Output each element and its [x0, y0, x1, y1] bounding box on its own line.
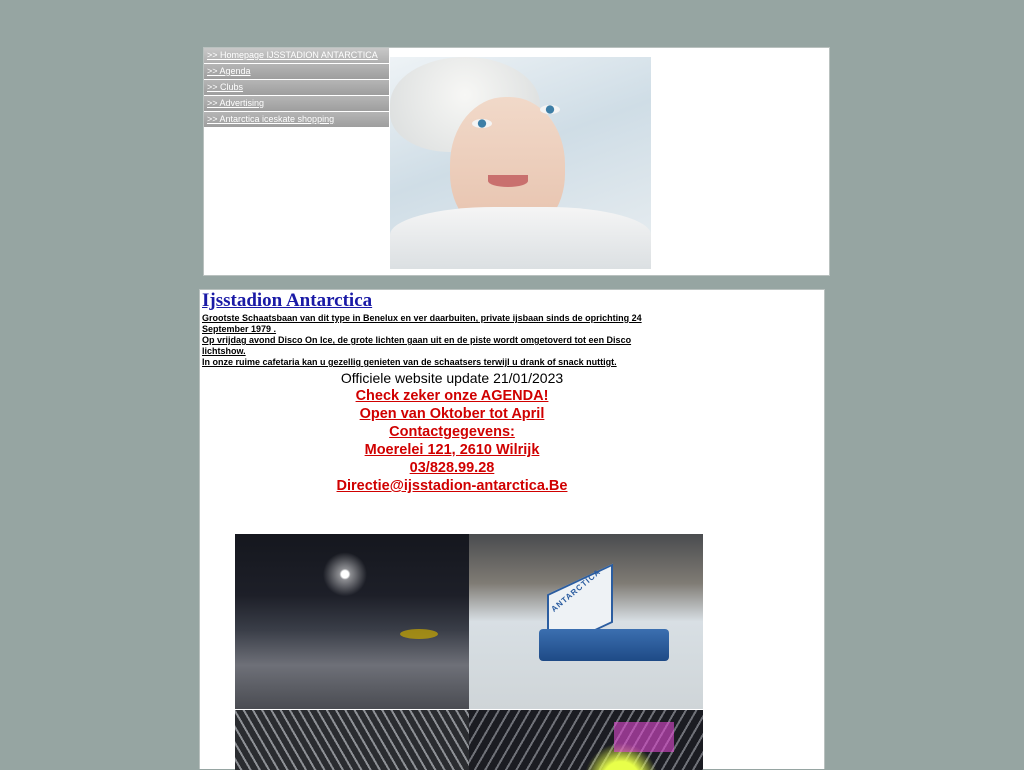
intro-line-disco: Op vrijdag avond Disco On Ice, de grote lichten gaan uit en de piste wordt omgetoverd tot een Disco lichtshow. — [202, 335, 632, 356]
disco-on-ice-photo — [235, 534, 469, 709]
main-content — [199, 289, 825, 769]
nav-item-advertising[interactable]: >> Advertising — [204, 96, 389, 111]
announcement-block — [200, 370, 704, 495]
arena-lights-photo — [469, 710, 703, 770]
contact-heading: Contactgegevens: — [389, 424, 515, 440]
zamboni-label: ANTARCTICA — [549, 567, 603, 614]
hero-photo — [390, 57, 651, 269]
lips-shape — [488, 175, 528, 187]
intro-line-cafetaria: In onze ruime cafetaria kan u gezellig genieten van de schaatsers terwijl u drank of snack nuttigt. — [202, 357, 617, 367]
nav-item-clubs[interactable]: >> Clubs — [204, 80, 389, 95]
zamboni-photo — [469, 534, 703, 709]
nav-item-agenda[interactable]: >> Agenda — [204, 64, 389, 79]
main-navigation — [204, 48, 389, 128]
zamboni-body-shape — [539, 629, 669, 661]
nav-item-iceskate-shopping[interactable]: >> Antarctica iceskate shopping — [204, 112, 389, 127]
photo-gallery — [235, 534, 703, 770]
email-link[interactable]: Directie@ijsstadion-antarctica.Be — [336, 478, 568, 494]
update-notice: Officiele website update 21/01/2023 — [340, 370, 564, 386]
arena-roof-photo — [235, 710, 469, 770]
right-eye-shape — [540, 105, 560, 114]
opening-period: Open van Oktober tot April — [359, 406, 545, 422]
scarf-shape — [390, 207, 651, 269]
address: Moerelei 121, 2610 Wilrijk — [364, 442, 540, 458]
phone-number: 03/828.99.28 — [409, 460, 495, 476]
left-eye-shape — [472, 119, 492, 128]
nav-item-homepage[interactable]: >> Homepage IJSSTADION ANTARCTICA — [204, 48, 389, 63]
intro-text — [202, 313, 677, 368]
header-panel — [203, 47, 830, 276]
intro-line-history: Grootste Schaatsbaan van dit type in Benelux en ver daarbuiten, private ijsbaan sinds de oprichting 24 September 1979 . — [202, 313, 642, 334]
agenda-notice: Check zeker onze AGENDA! — [355, 388, 549, 404]
page-title-link[interactable]: Ijsstadion Antarctica — [202, 290, 373, 311]
